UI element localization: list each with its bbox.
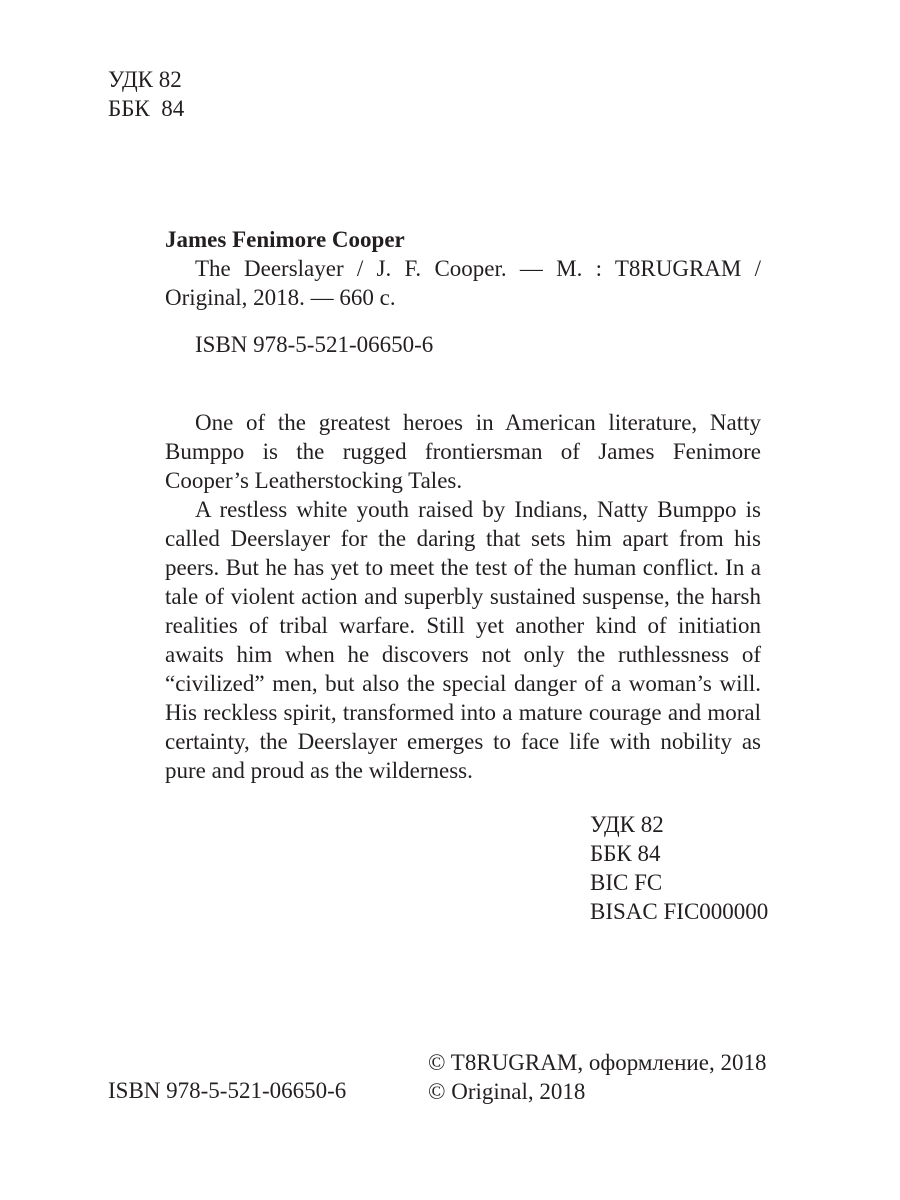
- copyright-notices: [428, 1048, 766, 1106]
- udk-code: УДК 82: [108, 67, 182, 92]
- annotation: [165, 408, 761, 785]
- bic-code: BIC FC: [590, 870, 663, 895]
- annotation-paragraph: One of the greatest heroes in American literature, Natty Bumppo is the rugged frontiersman of James Fenimore Cooper’s Leatherstocking Tales.: [165, 410, 761, 493]
- author-name: James Fenimore Cooper: [165, 227, 405, 252]
- copyright-design: © T8RUGRAM, оформление, 2018: [428, 1050, 767, 1075]
- classification-bottom: [590, 810, 768, 926]
- udk-code: УДК 82: [590, 812, 664, 837]
- bibliographic-description: The Deerslayer / J. F. Cooper. — M. : T8RUGRAM / Original, 2018. — 660 c.: [165, 256, 761, 310]
- classification-top: [108, 65, 184, 123]
- bbk-code: ББК 84: [590, 841, 661, 866]
- bbk-code: ББК 84: [108, 96, 185, 121]
- bisac-code: BISAC FIC000000: [590, 899, 769, 924]
- footer-isbn: ISBN 978-5-521-06650-6: [108, 1078, 347, 1103]
- copyright-original: © Original, 2018: [428, 1079, 586, 1104]
- bibliographic-record: [165, 225, 761, 312]
- bibliographic-isbn: ISBN 978-5-521-06650-6: [195, 332, 434, 357]
- annotation-paragraph: A restless white youth raised by Indians, Natty Bumppo is called Deerslayer for the daring that sets him apart from his peers. But he has yet to meet the test of the human conflict. In a tale of violent action and superbly sustained suspense, the harsh realities of tribal warfare. Still yet another kind of initiation awaits him when he discovers not only the ruthlessness of “civilized” men, but also the special danger of a woman’s will. His reckless spirit, transformed into a mature courage and moral certainty, the Deerslayer emerges to face life with nobility as pure and proud as the wilderness.: [165, 497, 761, 783]
